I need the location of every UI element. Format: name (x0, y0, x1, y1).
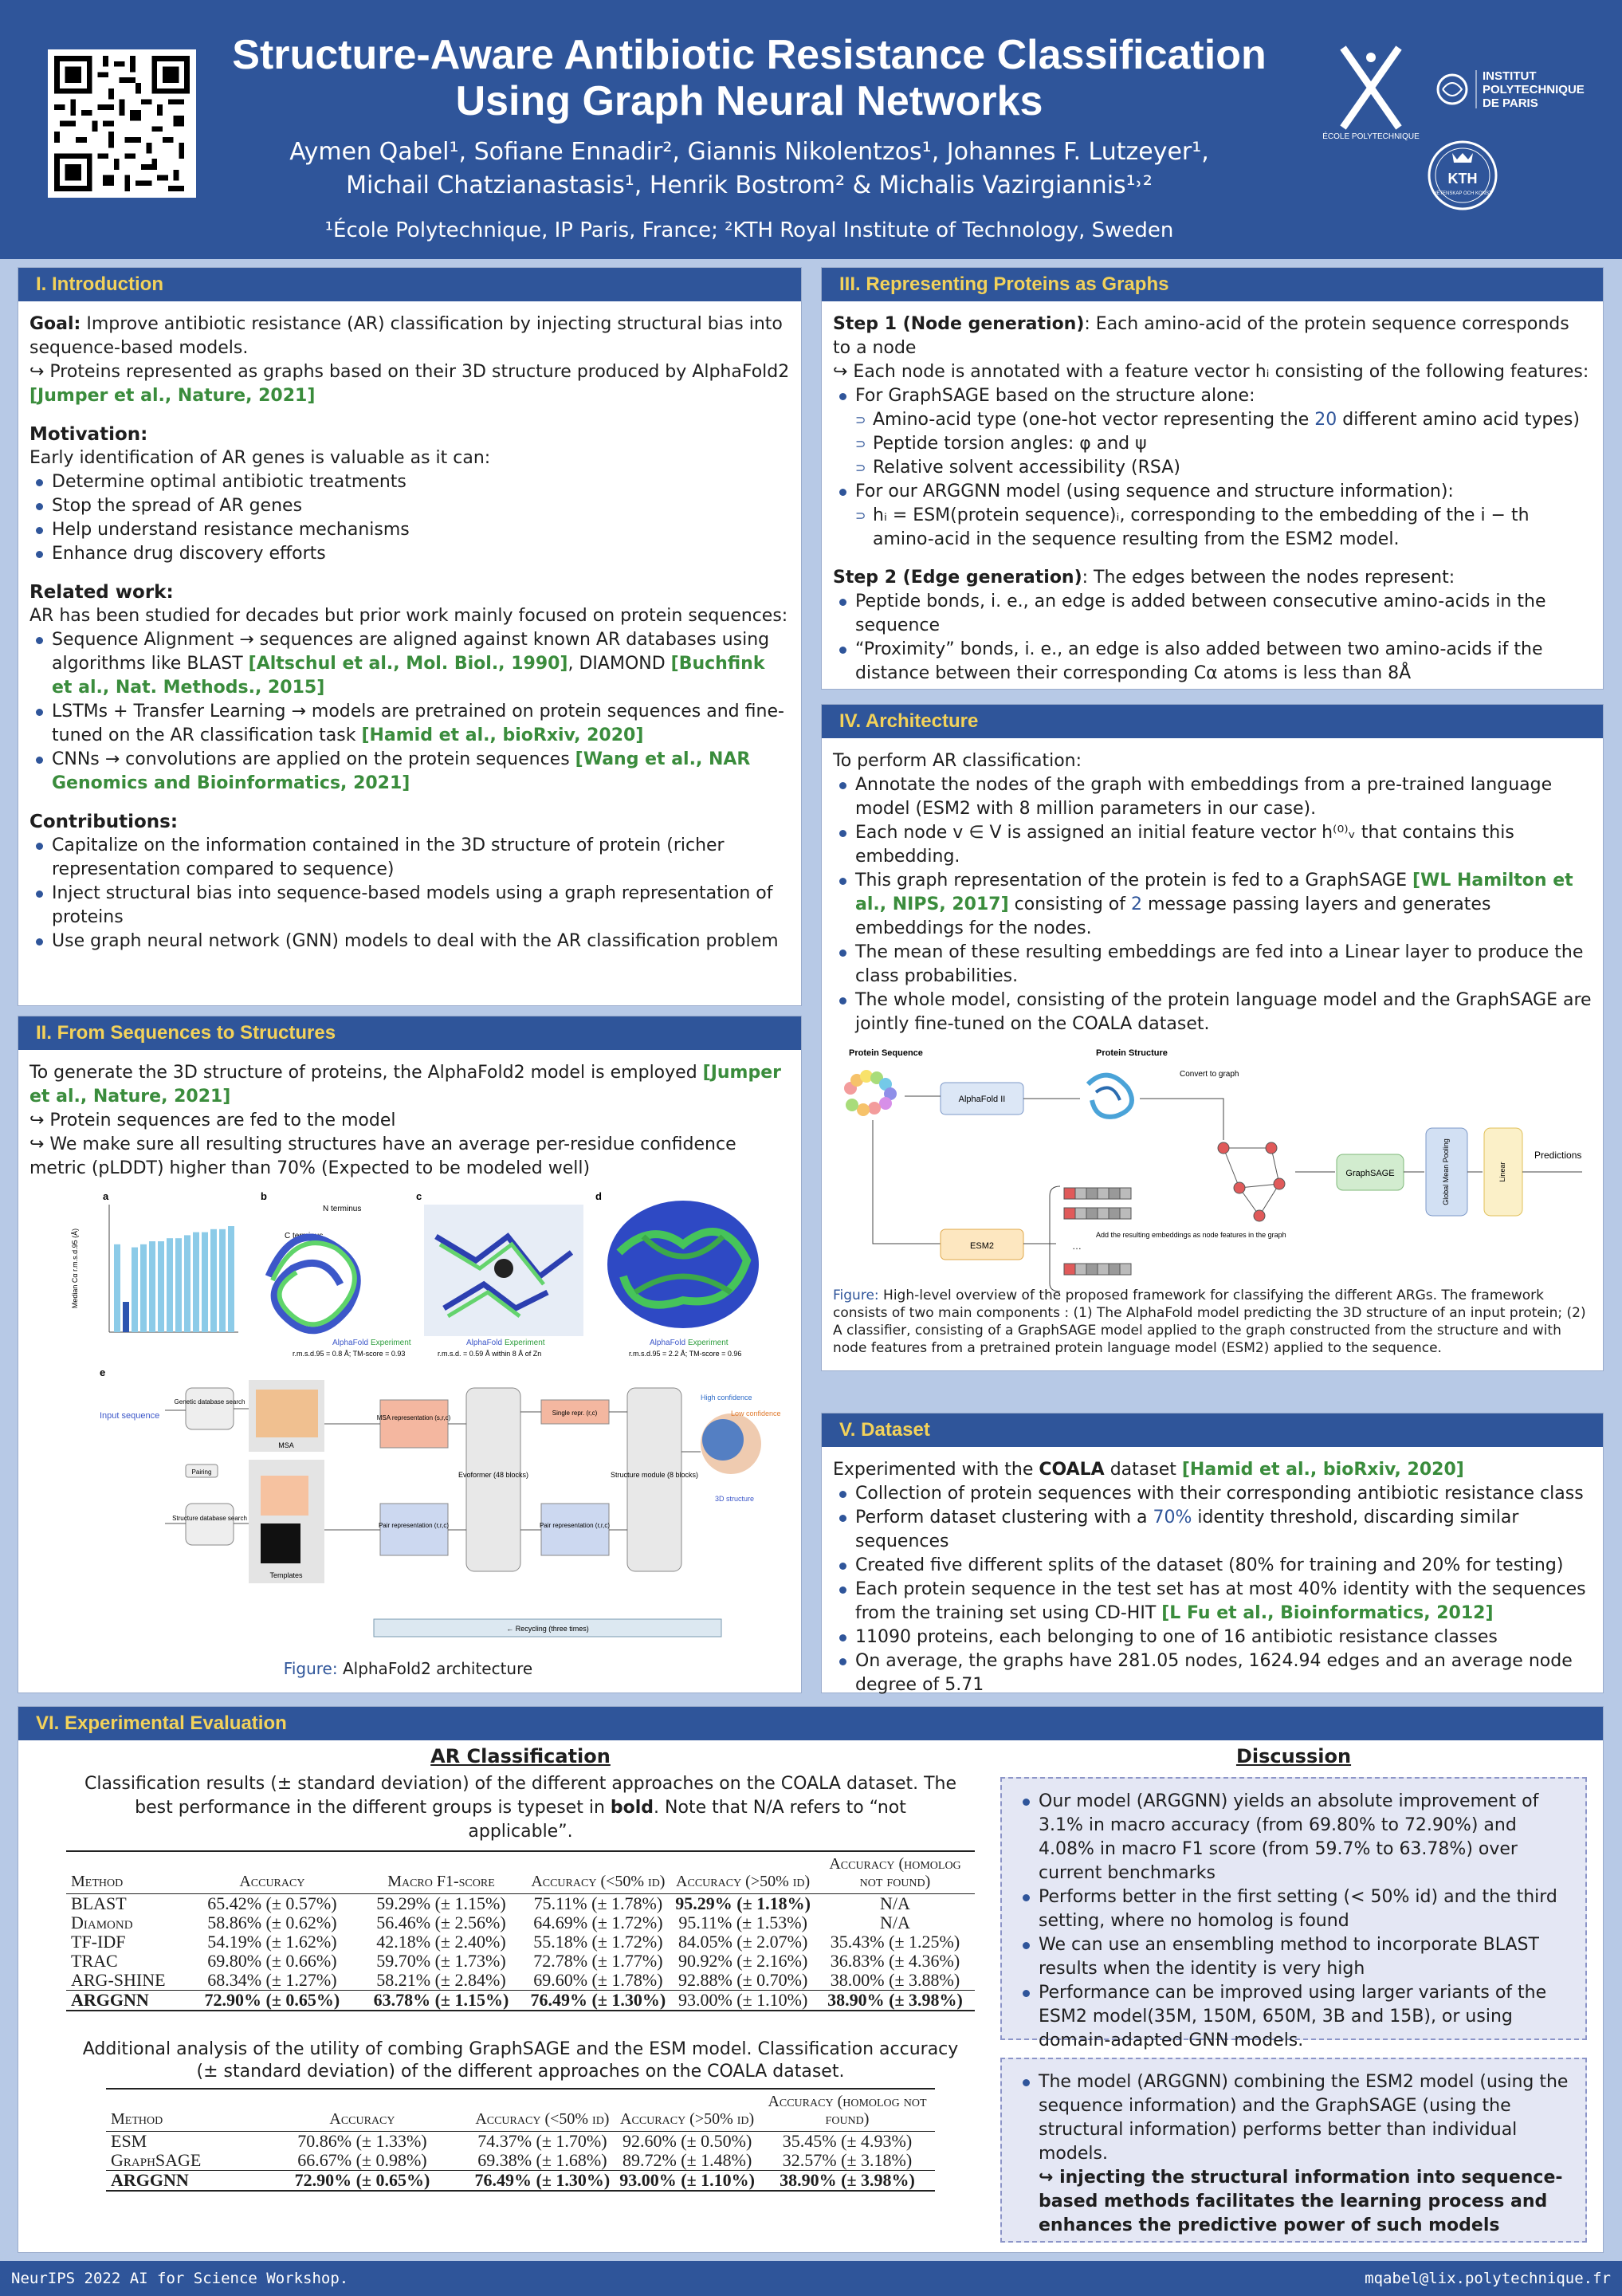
goal-citation[interactable]: [Jumper et al., Nature, 2021] (29, 386, 316, 406)
msa-rep-label: MSA representation (s,r,c) (376, 1414, 451, 1421)
table-cell: 42.18% (± 2.40%) (376, 1932, 506, 1952)
citation-link[interactable]: [WL Hamilton et al., NIPS, 2017] (855, 871, 1573, 914)
table2-caption: Additional analysis of the utility of combing GraphSAGE and the ESM model. Classification accuracy (± standard deviation) of the different approaches on the COALA dataset. (82, 2039, 959, 2082)
kth-text: KTH (1447, 171, 1478, 187)
templates-label: Templates (269, 1571, 303, 1579)
dataset-number: 70% (1153, 1508, 1192, 1527)
related-text: , DIAMOND (568, 654, 671, 674)
msa-label: MSA (278, 1441, 294, 1449)
col-header: Accuracy (>50% id) (670, 1851, 815, 1894)
table-cell: 35.43% (± 1.25%) (830, 1932, 960, 1952)
table-cell: 64.69% (± 1.72%) (533, 1913, 663, 1932)
list-item: On average, the graphs have 281.05 nodes, 1624.94 edges and an average node degree of 5.71 (833, 1649, 1592, 1697)
c-terminus-label: C terminus (285, 1232, 324, 1240)
table-cell: 72.90% (± 0.65%) (254, 2171, 469, 2192)
list-item (833, 1506, 1592, 1554)
table-cell: 69.80% (± 0.66%) (207, 1951, 337, 1971)
protein-structure-icon (1088, 1075, 1132, 1117)
list-item: ⊃ Relative solvent accessibility (RSA) (855, 456, 1592, 480)
related-list (29, 628, 790, 796)
arch-text: consisting of (1008, 894, 1132, 914)
list-item: Stop the spread of AR genes (29, 494, 790, 518)
legend-experiment: Experiment (371, 1339, 411, 1347)
authors-line-1: Aymen Qabel¹, Sofiane Ennadir², Giannis Nikolentzos¹, Johannes F. Lutzeyer¹, (289, 138, 1209, 166)
table-cell: 92.88% (± 0.70%) (677, 1970, 808, 1990)
table-cell: 72.90% (± 0.65%) (187, 1991, 356, 2011)
goal-label: Goal: (29, 314, 81, 334)
embedding-cell (1064, 1264, 1075, 1275)
feature-text: different amino acid types) (1337, 410, 1580, 430)
list-item: Enhance drug discovery efforts (29, 542, 790, 566)
discussion-title: Discussion (1235, 1745, 1352, 1767)
list-item (29, 748, 790, 796)
table-cell: 35.45% (± 4.93%) (782, 2131, 913, 2151)
col-header: Method (106, 2089, 254, 2132)
genetic-db-label: Genetic database search (174, 1398, 245, 1406)
table-row (66, 1913, 975, 1932)
title-line-2: Using Graph Neural Networks (455, 78, 1043, 124)
table-cell: 54.19% (± 1.62%) (207, 1932, 337, 1952)
architecture-section (821, 704, 1604, 1371)
list-item (833, 869, 1592, 941)
arch-number: 2 (1131, 894, 1143, 914)
table-row (66, 1932, 975, 1952)
legend-experiment: Experiment (688, 1339, 729, 1347)
evoformer-label: Evoformer (48 blocks) (458, 1471, 529, 1479)
list-item (29, 700, 790, 748)
conclusion-box (1000, 2058, 1587, 2243)
legend-alphafold: AlphaFold (650, 1339, 686, 1347)
embedding-cell (1120, 1264, 1131, 1275)
input-sequence-label: Input sequence (100, 1411, 160, 1421)
col-header: Accuracy (>50% id) (615, 2089, 760, 2132)
citation-link[interactable]: [Buchfink et al., Nat. Methods., 2015] (52, 654, 765, 698)
ep-logo-text: ÉCOLE POLYTECHNIQUE (1322, 132, 1420, 141)
list-item: Collection of protein sequences with their corresponding antibiotic resistance class (833, 1482, 1592, 1506)
list-item: For GraphSAGE based on the structure alone: (833, 384, 1592, 408)
chart-bar (219, 1229, 226, 1332)
graphs-section (821, 267, 1604, 690)
chart-bar (123, 1302, 129, 1332)
embedding-cell (1075, 1188, 1086, 1199)
section-heading: VI. Experimental Evaluation (18, 1707, 1603, 1740)
table-cell: ARGGNN (66, 1991, 187, 2011)
discussion-box (1000, 1777, 1587, 2050)
alphafold-figure (29, 1189, 787, 1678)
single-rep-label: Single repr. (r,c) (552, 1409, 598, 1417)
fig-graphsage: GraphSAGE (1345, 1169, 1395, 1178)
citation-link[interactable]: [Altschul et al., Mol. Biol., 1990] (248, 654, 568, 674)
panel-b-label: b (261, 1190, 267, 1202)
panel-d-label: d (595, 1190, 602, 1202)
legend-alphafold: AlphaFold (466, 1339, 503, 1347)
list-item: Created five different splits of the dataset (80% for training and 20% for testing) (833, 1554, 1592, 1578)
caption-label: Figure: (833, 1288, 879, 1303)
caption-text: Classification results (± standard deviation) of the different approaches on the COALA dataset. The best performance in the different groups is typeset in (84, 1774, 957, 1818)
table-cell: 59.70% (± 1.73%) (376, 1951, 506, 1971)
legend-alphafold: AlphaFold (332, 1339, 369, 1347)
table-cell: 58.21% (± 2.84%) (376, 1970, 506, 1990)
panel-c-label: c (416, 1190, 422, 1202)
arch-text: This graph representation of the protein is fed to a GraphSAGE (855, 871, 1412, 890)
embedding-cell (1109, 1208, 1120, 1219)
kth-logo (1427, 136, 1498, 215)
col-header: Accuracy (187, 1851, 356, 1894)
table-cell: 32.57% (± 3.18%) (782, 2150, 913, 2170)
dataset-name: COALA (1039, 1460, 1105, 1480)
panel-a-label: a (103, 1190, 109, 1202)
contributions-list (29, 834, 790, 953)
list-item: Use graph neural network (GNN) models to deal with the AR classification problem (29, 930, 790, 953)
table-cell: 95.11% (± 1.53%) (678, 1913, 807, 1932)
table-row (106, 2132, 935, 2152)
fig-esm2: ESM2 (970, 1241, 994, 1251)
graph-icon (1218, 1142, 1285, 1221)
qr-code[interactable] (48, 49, 196, 198)
list-item (833, 1578, 1592, 1626)
architecture-caption (833, 1287, 1592, 1357)
seq-arrow-2: ↪ We make sure all resulting structures have an average per-residue confidence metric (pLDDT) higher than 70% (Expected to be modeled well) (29, 1134, 736, 1178)
evaluation-section (18, 1706, 1604, 2253)
table-row (66, 1894, 975, 1914)
table-cell: ARG-SHINE (71, 1970, 166, 1990)
citation-link[interactable]: [L Fu et al., Bioinformatics, 2012] (1161, 1603, 1494, 1623)
dataset-section (821, 1413, 1604, 1693)
list-item: Performance can be improved using larger variants of the ESM2 model(35M, 150M, 650M, 3B and 15B), or using domain-adapted GNN models. (1016, 1981, 1571, 2053)
list-item: We can use an ensembling method to incorporate BLAST results when the identity is very high (1016, 1933, 1571, 1981)
dataset-text: identity threshold, discarding similar sequences (855, 1508, 1519, 1551)
table-cell: 90.92% (± 2.16%) (677, 1951, 808, 1971)
panel-e-label: e (100, 1366, 106, 1378)
embedding-cell (1120, 1188, 1131, 1199)
embedding-cell (1086, 1264, 1098, 1275)
section-heading: II. From Sequences to Structures (18, 1016, 801, 1050)
citation-link[interactable]: [Jumper et al., Nature, 2021] (29, 1063, 782, 1107)
table-cell: 63.78% (± 1.15%) (356, 1991, 525, 2011)
table-cell: 93.00% (± 1.10%) (615, 2171, 760, 2192)
step1-arrow: ↪ Each node is annotated with a feature vector hᵢ consisting of the following features: (833, 362, 1589, 382)
title-line-1: Structure-Aware Antibiotic Resistance Classification (232, 32, 1267, 78)
col-header: Method (66, 1851, 187, 1894)
embedding-cell (1098, 1264, 1109, 1275)
feature-number: 20 (1314, 410, 1337, 430)
alphafold-caption (29, 1660, 787, 1677)
table-row (106, 2171, 935, 2192)
embedding-cell (1075, 1264, 1086, 1275)
sequences-to-structures-section (18, 1016, 802, 1693)
section-heading: IV. Architecture (822, 705, 1603, 738)
protein-sequence-beads (844, 1070, 897, 1116)
list-item (855, 408, 1592, 432)
citation-link[interactable]: [Hamid et al., bioRxiv, 2020] (361, 725, 644, 745)
footer-venue: NeurIPS 2022 AI for Science Workshop. (11, 2270, 349, 2287)
poster-title (207, 32, 1291, 124)
list-item: For our ARGGNN model (using sequence and structure information): (833, 480, 1592, 504)
panel-c-caption: r.m.s.d. = 0.59 Å within 8 Å of Zn (438, 1350, 542, 1358)
list-item: ⊃ Peptide torsion angles: φ and ψ (855, 432, 1592, 456)
section-heading: I. Introduction (18, 268, 801, 301)
table-cell: 59.29% (± 1.15%) (376, 1893, 506, 1913)
table-cell: ESM (111, 2131, 147, 2151)
list-item: The model (ARGGNN) combining the ESM2 model (using the sequence information) and the GraphSAGE (using the structural information) performs better than individual models. (1016, 2070, 1571, 2166)
poster-footer (0, 2261, 1622, 2296)
embedding-cell (1086, 1208, 1098, 1219)
related-text: CNNs → convolutions are applied on the protein sequences (52, 749, 575, 769)
conclusion-text: ↪ injecting the structural information into sequence-based methods facilitates the learning process and enhances the predictive power of such models (1039, 2168, 1563, 2235)
n-terminus-label: N terminus (323, 1205, 362, 1213)
table-cell: 72.78% (± 1.77%) (533, 1951, 663, 1971)
citation-link[interactable]: [Hamid et al., bioRxiv, 2020] (1181, 1460, 1464, 1480)
list-item: 11090 proteins, each belonging to one of 16 antibiotic resistance classes (833, 1626, 1592, 1649)
goal-arrow: ↪ Proteins represented as graphs based on their 3D structure produced by AlphaFold2 (29, 362, 790, 382)
table-cell: TF-IDF (71, 1932, 126, 1952)
table-cell: ARGGNN (106, 2171, 254, 2192)
chart-bar (193, 1233, 199, 1332)
embedding-cell (1064, 1208, 1075, 1219)
fig-convert: Convert to graph (1180, 1070, 1239, 1079)
footer-email[interactable]: mqabel@lix.polytechnique.fr (1365, 2270, 1611, 2287)
ablation-table (106, 2088, 935, 2192)
ipp-text-2: POLYTECHNIQUE (1483, 83, 1585, 96)
list-item: Annotate the nodes of the graph with embeddings from a pre-trained language model (ESM2 with 8 million parameters in our case). (833, 773, 1592, 821)
embedding-cell (1075, 1208, 1086, 1219)
list-item: Peptide bonds, i. e., an edge is added between consecutive amino-acids in the sequence (833, 590, 1592, 638)
step2-label: Step 2 (Edge generation) (833, 568, 1082, 588)
poster-header (0, 0, 1622, 259)
structure-3d-label: 3D structure (715, 1495, 755, 1503)
table-cell: 58.86% (± 0.62%) (207, 1913, 337, 1932)
chart-bar (158, 1241, 164, 1332)
list-item (29, 628, 790, 700)
structure-db-label: Structure database search (172, 1515, 247, 1522)
col-header: Macro F1-score (356, 1851, 525, 1894)
architecture-figure (833, 1044, 1593, 1284)
ellipsis: … (1072, 1240, 1082, 1252)
panel-d-caption: r.m.s.d.95 = 2.2 Å; TM-score = 0.96 (629, 1350, 742, 1358)
legend-experiment: Experiment (505, 1339, 545, 1347)
seq-text: To generate the 3D structure of proteins, the AlphaFold2 model is employed (29, 1063, 703, 1083)
chart-bar (228, 1226, 234, 1332)
table-cell: 76.49% (± 1.30%) (526, 1991, 671, 2011)
table-cell: 38.00% (± 3.88%) (830, 1970, 960, 1990)
ecole-polytechnique-logo (1322, 40, 1420, 144)
col-header: Accuracy (homolog not found) (760, 2089, 935, 2132)
table-row (106, 2151, 935, 2171)
caption-label: Figure: (283, 1659, 338, 1678)
table-cell: BLAST (71, 1893, 127, 1913)
section-heading: V. Dataset (822, 1413, 1603, 1447)
table-cell: 55.18% (± 1.72%) (533, 1932, 663, 1952)
ip-paris-logo (1435, 65, 1594, 113)
step1-label: Step 1 (Node generation) (833, 314, 1085, 334)
list-item: Performs better in the first setting (< 50% id) and the third setting, where no homolog is found (1016, 1885, 1571, 1933)
feature-text: Amino-acid type (one-hot vector representing the (873, 410, 1315, 430)
table-cell: 70.86% (± 1.33%) (297, 2131, 427, 2151)
list-item: Each node v ∈ V is assigned an initial feature vector h⁽⁰⁾ᵥ that contains this embedding. (833, 821, 1592, 869)
col-header: Accuracy (homolog not found) (815, 1851, 975, 1894)
dataset-text: Perform dataset clustering with a (855, 1508, 1153, 1527)
related-text: LSTMs + Transfer Learning → models are pretrained on protein sequences and fine-tuned on the AR classification task (52, 702, 784, 745)
citation-link[interactable]: [Wang et al., NAR Genomics and Bioinformatics, 2021] (52, 749, 751, 793)
ipp-text-1: INSTITUT (1483, 69, 1537, 83)
high-confidence-label: High confidence (701, 1394, 752, 1402)
panel-d-structure (607, 1201, 759, 1328)
ar-classification (66, 1745, 975, 2192)
chart-bar (132, 1248, 138, 1332)
chart-bar (175, 1238, 182, 1332)
embedding-cell (1086, 1188, 1098, 1199)
results-table (66, 1850, 975, 2011)
table-cell: 92.60% (± 0.50%) (622, 2131, 752, 2151)
chart-bar (210, 1229, 217, 1332)
table-cell: TRAC (71, 1951, 118, 1971)
motivation-intro: Early identification of AR genes is valuable as it can: (29, 448, 491, 468)
contributions-heading: Contributions: (29, 812, 179, 832)
table-cell: 95.29% (± 1.18%) (675, 1893, 811, 1913)
related-intro: AR has been studied for decades but prior work mainly focused on protein sequences: (29, 606, 788, 626)
section-heading: III. Representing Proteins as Graphs (822, 268, 1603, 301)
chart-bar (140, 1244, 147, 1332)
table-cell: 68.34% (± 1.27%) (207, 1970, 337, 1990)
list-item: The mean of these resulting embeddings are fed into a Linear layer to produce the class probabilities. (833, 941, 1592, 989)
embedding-cell (1098, 1188, 1109, 1199)
authors (207, 136, 1291, 202)
table-cell: Diamond (71, 1913, 133, 1932)
table-cell: 69.60% (± 1.78%) (533, 1970, 663, 1990)
embedding-cell (1098, 1208, 1109, 1219)
related-text: Sequence Alignment → sequences are aligned against known AR databases using algorithms like BLAST (52, 630, 770, 674)
panel-a-ylabel: Median Cα r.m.s.d.95 (Å) (71, 1228, 79, 1309)
fig-protein-struct: Protein Structure (1096, 1048, 1168, 1058)
panel-b-caption: r.m.s.d.95 = 0.8 Å; TM-score = 0.93 (293, 1350, 406, 1358)
pair-rep-label: Pair representation (r,r,c) (378, 1522, 450, 1529)
chart-bar (114, 1244, 120, 1332)
table-cell: 65.42% (± 0.57%) (207, 1893, 337, 1913)
list-item: Our model (ARGGNN) yields an absolute improvement of 3.1% in macro accuracy (from 69.80% to 72.90%) and 4.08% in macro F1 score (from 59.7% to 63.78%) over current benchmarks (1016, 1790, 1571, 1885)
chart-bar (202, 1233, 208, 1332)
table-row (66, 1952, 975, 1971)
arch-text: message passing layers and generates embeddings for the nodes. (855, 894, 1491, 938)
related-heading: Related work: (29, 582, 174, 603)
ipp-text-3: DE PARIS (1483, 96, 1538, 110)
table-cell: 56.46% (± 2.56%) (376, 1913, 506, 1932)
caption-bold: bold (610, 1798, 654, 1818)
table-cell: 66.67% (± 0.98%) (297, 2150, 427, 2170)
table-cell: 84.05% (± 2.07%) (677, 1932, 808, 1952)
pairing-label: Pairing (191, 1468, 212, 1476)
caption-text: AlphaFold2 architecture (337, 1659, 533, 1678)
list-item: Inject structural bias into sequence-based models using a graph representation of proteins (29, 882, 790, 930)
step1-text: : Each amino-acid of the protein sequence corresponds to a node (833, 314, 1569, 358)
caption-text: High-level overview of the proposed framework for classifying the different ARGs. The framework consists of two main components : (1) The AlphaFold model predicting the 3D structure of an input protein; (2) A classifier, consisting of a GraphSAGE model applied to the graph constructed from the structure and with node features from a pretrained protein language model (ESM2) applied to the sequence. (833, 1288, 1586, 1356)
list-item: Help understand resistance mechanisms (29, 518, 790, 542)
motivation-list (29, 470, 790, 566)
table-cell: 38.90% (± 3.98%) (760, 2171, 935, 2192)
low-confidence-label: Low confidence (731, 1409, 781, 1417)
table-cell: 76.49% (± 1.30%) (470, 2171, 615, 2192)
fig-predictions: Predictions (1534, 1150, 1582, 1161)
table-row (66, 1971, 975, 1991)
structure-module-label: Structure module (8 blocks) (610, 1471, 699, 1479)
table-cell: 93.00% (± 1.10%) (670, 1991, 815, 2011)
fig-linear: Linear (1498, 1162, 1506, 1182)
table-row (66, 1991, 975, 2011)
table-cell: 75.11% (± 1.78%) (533, 1893, 663, 1913)
embedding-cell (1064, 1188, 1075, 1199)
table-cell: 74.37% (± 1.70%) (477, 2131, 607, 2151)
table1-caption (66, 1772, 975, 1844)
fig-protein-seq: Protein Sequence (849, 1048, 923, 1058)
table-cell: 38.90% (± 3.98%) (815, 1991, 975, 2011)
step2-text: : The edges between the nodes represent: (1082, 568, 1455, 588)
ar-title: AR Classification (430, 1745, 611, 1767)
table-cell: N/A (880, 1893, 910, 1913)
caption-text: . Note that N/A refers to “not applicable”. (468, 1798, 906, 1842)
col-header: Accuracy (<50% id) (470, 2089, 615, 2132)
list-item: The whole model, consisting of the protein language model and the GraphSAGE are jointly fine-tuned on the COALA dataset. (833, 989, 1592, 1036)
embedding-cell (1109, 1264, 1120, 1275)
dataset-text: Experimented with the (833, 1460, 1039, 1480)
table-cell: GraphSAGE (111, 2150, 202, 2170)
table-cell: N/A (880, 1913, 910, 1932)
panel-a-bars (114, 1226, 234, 1332)
motivation-heading: Motivation: (29, 424, 148, 445)
dataset-text: Each protein sequence in the test set has at most 40% identity with the sequences from the training set using CD-HIT (855, 1579, 1586, 1623)
list-item: ⊃ hᵢ = ESM(protein sequence)ᵢ, corresponding to the embedding of the i − th amino-acid in the sequence resulting from the ESM2 model. (855, 504, 1592, 552)
arch-intro: To perform AR classification: (833, 751, 1082, 771)
dataset-text: dataset (1104, 1460, 1182, 1480)
authors-line-2: Michail Chatzianastasis¹, Henrik Bostrom² & Michalis Vazirgiannis¹˒² (346, 171, 1153, 199)
fig-add-line1: Add the resulting embeddings as node features in the graph (1096, 1231, 1286, 1239)
fig-pool: Global Mean Pooling (1442, 1138, 1450, 1205)
col-header: Accuracy (254, 2089, 469, 2132)
fig-alphafold: AlphaFold II (958, 1095, 1006, 1104)
list-item: Capitalize on the information contained in the 3D structure of protein (richer representation compared to sequence) (29, 834, 790, 882)
table-cell: 89.72% (± 1.48%) (622, 2150, 752, 2170)
chart-bar (167, 1238, 173, 1332)
table-cell: 69.38% (± 1.68%) (477, 2150, 607, 2170)
seq-arrow-1: ↪ Protein sequences are fed to the model (29, 1111, 396, 1130)
list-item: “Proximity” bonds, i. e., an edge is also added between two amino-acids if the distance between their corresponding Cα atoms is less than 8Å (833, 638, 1592, 686)
table-cell: 36.83% (± 4.36%) (830, 1951, 960, 1971)
recycling-label: ← Recycling (three times) (506, 1625, 589, 1633)
embedding-cell (1120, 1208, 1131, 1219)
kth-subtext: VETENSKAP OCH KONST (1433, 191, 1492, 196)
chart-bar (184, 1235, 190, 1332)
list-item: Determine optimal antibiotic treatments (29, 470, 790, 494)
introduction-section (18, 267, 802, 1006)
embedding-cell (1109, 1188, 1120, 1199)
affiliations: ¹École Polytechnique, IP Paris, France; ²KTH Royal Institute of Technology, Sweden (324, 218, 1174, 242)
pair-rep-label: Pair representation (r,r,c) (539, 1522, 611, 1529)
goal-text: Improve antibiotic resistance (AR) classification by injecting structural bias into sequence-based models. (29, 314, 783, 358)
col-header: Accuracy (<50% id) (526, 1851, 671, 1894)
chart-bar (149, 1241, 155, 1332)
